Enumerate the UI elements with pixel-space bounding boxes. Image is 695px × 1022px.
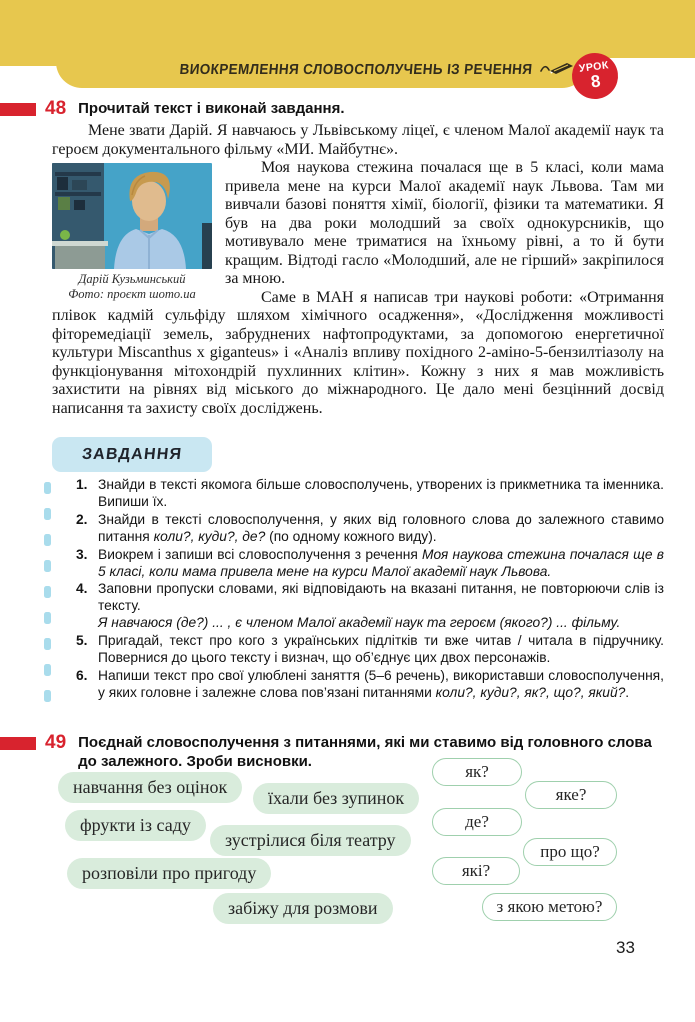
list-bullet bbox=[44, 664, 51, 676]
lesson-header bbox=[0, 58, 578, 81]
exercise-49-number: 49 bbox=[45, 732, 67, 753]
phrase-card-4[interactable]: зустрілися біля театру bbox=[210, 825, 411, 856]
list-bullet bbox=[44, 508, 51, 520]
exercise-49-instruction: Поєднай словосполучення з питаннями, які ми ставимо від головного слова до залежного. Зроби висновки. bbox=[78, 734, 652, 770]
exercise-48-header bbox=[0, 99, 650, 120]
task-item bbox=[76, 547, 664, 581]
paragraph-1: Мене звати Дарій. Я навчаюсь у Львівському ліцеї, є членом Малої академії наук та героєм документального фільму «МИ. Майбутнє». bbox=[52, 122, 664, 158]
question-card-2[interactable]: яке? bbox=[525, 781, 617, 809]
task-text: Виокрем і запиши всі словосполучення з речення Моя наукова стежина почалася ще в 5 класі, коли мама привела мене на курси Малої академії наук Львова. bbox=[98, 546, 664, 579]
question-card-6[interactable]: з якою метою? bbox=[482, 893, 617, 921]
photo-caption bbox=[52, 272, 212, 302]
task-number: 4. bbox=[76, 581, 88, 597]
list-bullet bbox=[44, 612, 51, 624]
list-bullet bbox=[44, 690, 51, 702]
paragraph-2: Моя наукова стежина почалася ще в 5 класі, коли мама привела мене на курси Малої академії наук Львова. Там ми вивчали базові поняття хімії, біології, фізики та математики. Я був на два роки молодший за своїх однокурсників, що мотивувало мене триматися на їхньому рівні, а то й бути кращим. Відтоді гасло «Молодший, але не гірший» закріпилося за мною. bbox=[225, 159, 664, 287]
page-number: 33 bbox=[616, 938, 635, 957]
list-bullet bbox=[44, 638, 51, 650]
lesson-badge-number: 8 bbox=[589, 71, 602, 92]
task-text: Знайди в тексті словосполучення, у яких від головного слова до залежного ставимо питання коли?, куди?, де? (по одному кожного виду). bbox=[98, 511, 664, 544]
pencil-icon bbox=[540, 58, 576, 81]
bullet-strip bbox=[44, 482, 51, 702]
task-number: 6. bbox=[76, 667, 88, 683]
list-bullet bbox=[44, 586, 51, 598]
list-bullet bbox=[44, 534, 51, 546]
task-item bbox=[76, 477, 664, 511]
task-number: 3. bbox=[76, 546, 88, 562]
task-text: Знайди в тексті якомога більше словосполучень, утворених із прикметника та іменника. Випиши їх. bbox=[98, 477, 664, 509]
task-item bbox=[76, 512, 664, 546]
student-photo bbox=[52, 163, 212, 269]
paragraph-3: Саме в МАН я написав три наукові роботи: «Отримання плівок кадмій сульфіду шляхом хімічного осадження», «Дослідження можливості фіторемедіації земель, забруднених нафтопродуктами, за допомогою енергетичної культури Miscanthus x giganteus» і «Аналіз впливу похідного 2-аміно-5-бензилтіазолу на функціонування мітохондрій пухлинних клітин». Кожну з них я мав можливість захистити на рівнях від міського до міжнародного. Це дало мені безцінний досвід написання та захисту своїх досліджень. bbox=[52, 288, 664, 417]
task-number: 5. bbox=[76, 633, 88, 649]
question-card-3[interactable]: де? bbox=[432, 808, 522, 836]
task-item bbox=[76, 581, 664, 632]
photo-caption-name: Дарій Кузьминський bbox=[78, 272, 186, 286]
exercise-48-text bbox=[52, 122, 664, 436]
task-number: 2. bbox=[76, 511, 88, 527]
lesson-badge-label: УРОК bbox=[578, 59, 610, 75]
exercise-48-instruction: Прочитай текст і виконай завдання. bbox=[78, 100, 345, 117]
task-text: Напиши текст про свої улюблені заняття (5–6 речень), використавши словосполучення, у яких головне і залежне слова пов’язані питаннями коли?, куди?, як?, що?, який?. bbox=[98, 667, 664, 700]
exercise-48-number: 48 bbox=[45, 98, 67, 119]
task-item bbox=[76, 633, 664, 667]
tasks-banner-label: ЗАВДАННЯ bbox=[81, 445, 183, 463]
task-text: Заповни пропуски словами, які відповідають на вказані питання, не повторюючи слів із тексту. Я навчаюся (де?) ... , є членом Малої академії наук та героєм (якого?) ... фільму. bbox=[98, 581, 664, 631]
phrase-card-1[interactable]: навчання без оцінок bbox=[58, 772, 242, 803]
phrase-card-2[interactable]: їхали без зупинок bbox=[253, 783, 419, 814]
task-item bbox=[76, 668, 664, 702]
question-card-1[interactable]: як? bbox=[432, 758, 522, 786]
question-card-4[interactable]: про що? bbox=[523, 838, 617, 866]
photo-block bbox=[52, 163, 212, 302]
task-number: 1. bbox=[76, 477, 88, 492]
task-list bbox=[76, 477, 664, 731]
exercise-49-marker bbox=[0, 737, 36, 750]
lesson-title: ВИОКРЕМЛЕННЯ СЛОВОСПОЛУЧЕНЬ ІЗ РЕЧЕННЯ bbox=[178, 61, 533, 78]
question-card-5[interactable]: які? bbox=[432, 857, 520, 885]
phrase-card-6[interactable]: забіжу для розмови bbox=[213, 893, 393, 924]
task-text: Пригадай, текст про кого з українських підлітків ти вже читав / читала в підручнику. Повернися до цього тексту і визнач, що об’єднує цих двох персонажів. bbox=[98, 633, 664, 666]
photo-caption-credit: Фото: проєкт шото.ua bbox=[68, 287, 196, 301]
exercise-48-marker bbox=[0, 103, 36, 116]
tasks-banner bbox=[52, 437, 212, 472]
matching-area bbox=[0, 753, 695, 939]
phrase-card-5[interactable]: розповіли про пригоду bbox=[67, 858, 271, 889]
phrase-card-3[interactable]: фрукти із саду bbox=[65, 810, 206, 841]
list-bullet bbox=[44, 560, 51, 572]
list-bullet bbox=[44, 482, 51, 494]
